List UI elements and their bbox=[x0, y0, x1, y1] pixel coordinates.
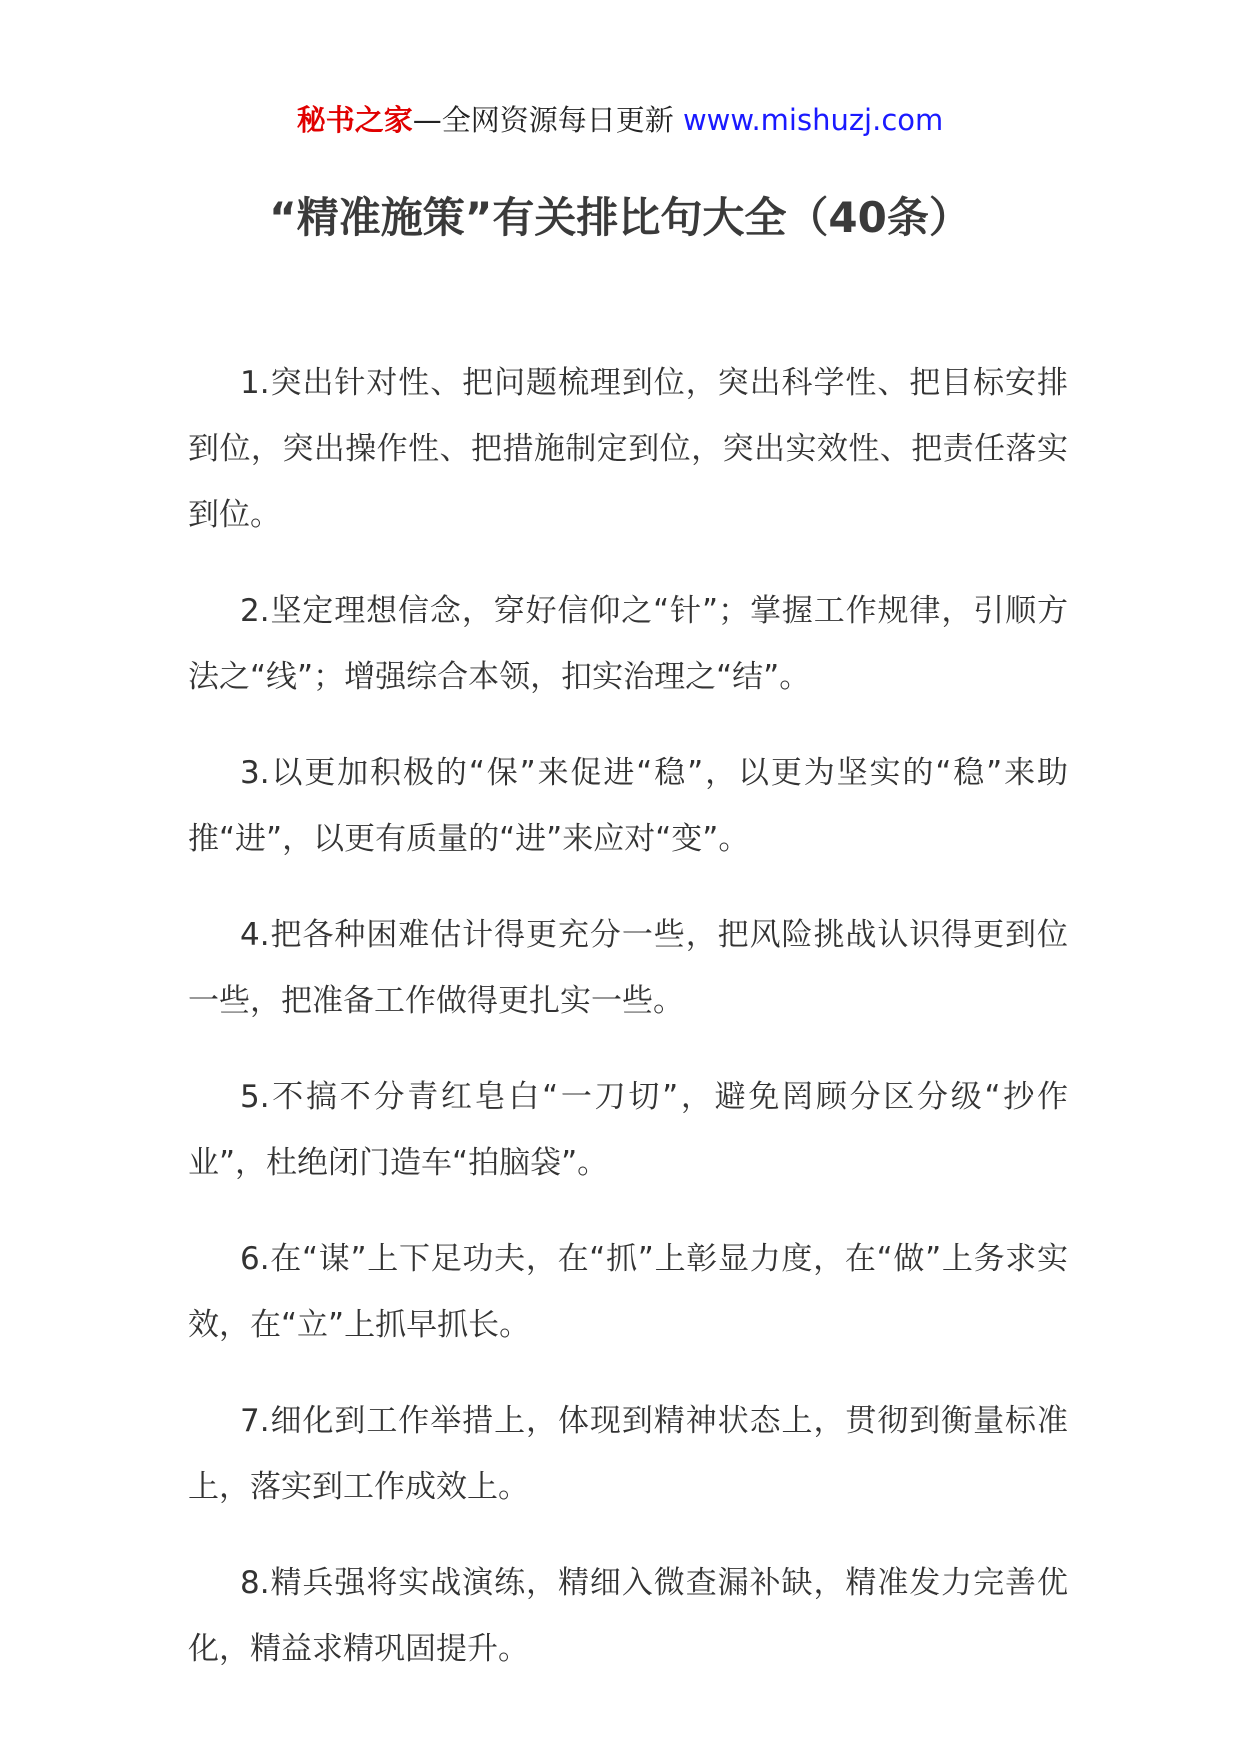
list-item: 7.细化到工作举措上，体现到精神状态上，贯彻到衡量标准上，落实到工作成效上。 bbox=[188, 1403, 1068, 1505]
list-item: 2.坚定理想信念，穿好信仰之“针”；掌握工作规律，引顺方法之“线”；增强综合本领，扣实治理之“结”。 bbox=[188, 593, 1068, 695]
site-tagline: —全网资源每日更新 bbox=[412, 103, 674, 137]
brand-name: 秘书之家 bbox=[296, 103, 413, 137]
list-item: 6.在“谋”上下足功夫，在“抓”上彰显力度，在“做”上务求实效，在“立”上抓早抓长。 bbox=[188, 1241, 1068, 1343]
list-item: 3.以更加积极的“保”来促进“稳”，以更为坚实的“稳”来助推“进”，以更有质量的“进”来应对“变”。 bbox=[188, 755, 1068, 857]
list-item: 4.把各种困难估计得更充分一些，把风险挑战认识得更到位一些，把准备工作做得更扎实一些。 bbox=[188, 917, 1068, 1019]
document-body bbox=[188, 350, 1068, 1712]
list-item: 1.突出针对性、把问题梳理到位，突出科学性、把目标安排到位，突出操作性、把措施制定到位，突出实效性、把责任落实到位。 bbox=[188, 365, 1068, 533]
list-item: 8.精兵强将实战演练，精细入微查漏补缺，精准发力完善优化，精益求精巩固提升。 bbox=[188, 1565, 1068, 1667]
site-header bbox=[0, 100, 1240, 140]
document-title: “精准施策”有关排比句大全（40条） bbox=[269, 193, 971, 242]
list-item: 5.不搞不分青红皂白“一刀切”，避免罔顾分区分级“抄作业”，杜绝闭门造车“拍脑袋”。 bbox=[188, 1079, 1068, 1181]
site-url-link[interactable]: www.mishuzj.com bbox=[682, 103, 944, 137]
